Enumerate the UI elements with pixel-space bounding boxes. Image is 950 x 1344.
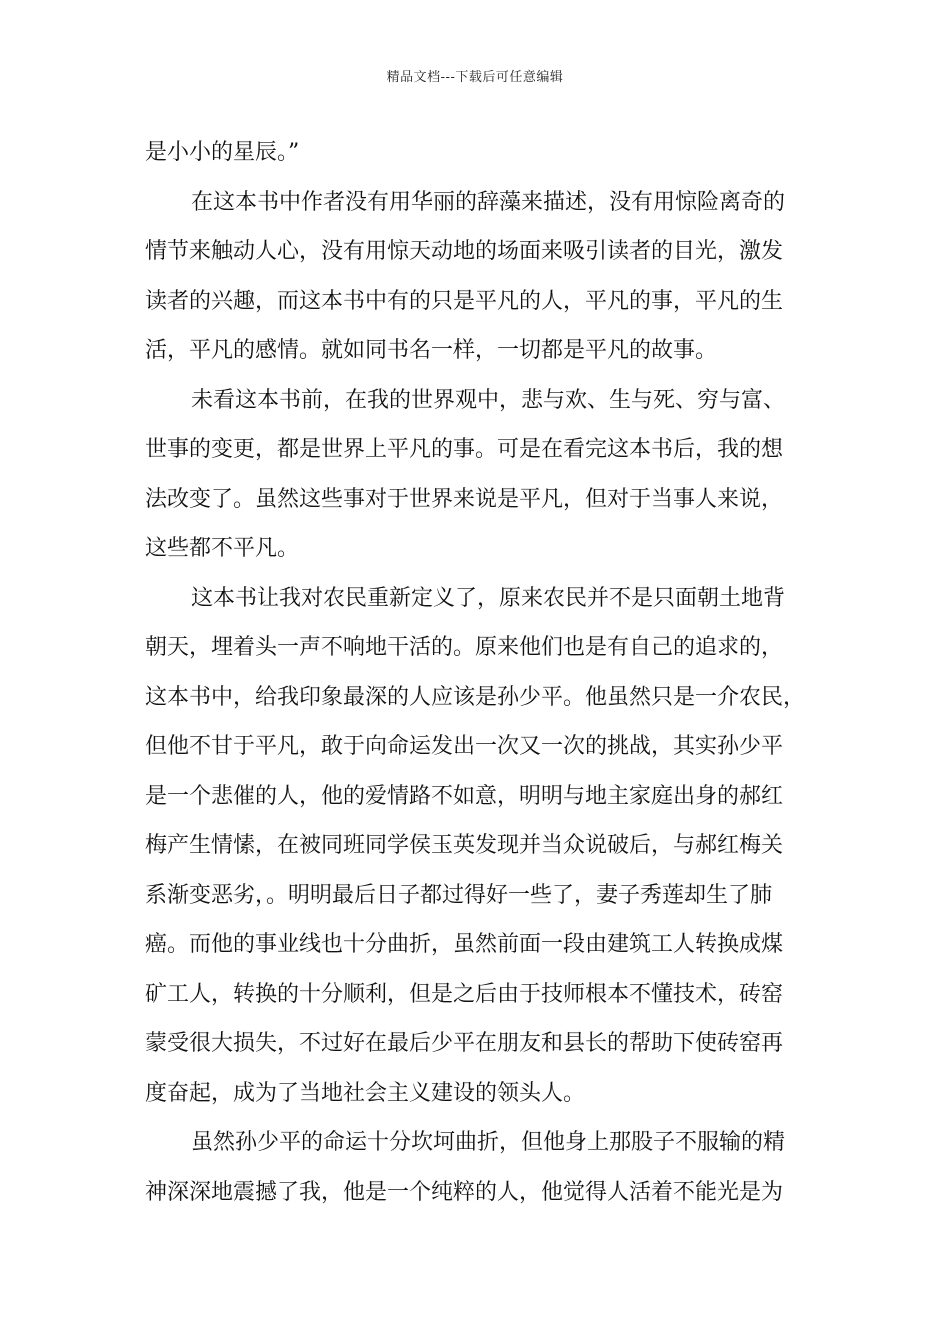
text-line: 朝天，埋着头一声不响地干活的。原来他们也是有自己的追求的， bbox=[145, 635, 784, 660]
text-line: 这些都不平凡。 bbox=[145, 536, 300, 561]
text-line: 活，平凡的感情。就如同书名一样，一切都是平凡的故事。 bbox=[145, 338, 718, 363]
text-line: 情节来触动人心，没有用惊天动地的场面来吸引读者的目光，激发 bbox=[145, 239, 784, 264]
body-text bbox=[145, 128, 825, 1217]
text-line: 癌。而他的事业线也十分曲折，虽然前面一段由建筑工人转换成煤 bbox=[145, 932, 784, 957]
text-line: 虽然孙少平的命运十分坎坷曲折，但他身上那股子不服输的精 bbox=[191, 1130, 786, 1155]
text-line: 矿工人，转换的十分顺利，但是之后由于技师根本不懂技术，砖窑 bbox=[145, 981, 784, 1007]
text-line: 法改变了。虽然这些事对于世界来说是平凡，但对于当事人来说， bbox=[145, 486, 784, 512]
text-line: 度奋起，成为了当地社会主义建设的领头人。 bbox=[145, 1080, 586, 1106]
text-line: 在这本书中作者没有用华丽的辞藻来描述，没有用惊险离奇的 bbox=[191, 189, 786, 215]
text-line: 神深深地震撼了我，他是一个纯粹的人，他觉得人活着不能光是为 bbox=[145, 1179, 784, 1205]
text-line: 系渐变恶劣，。明明最后日子都过得好一些了，妻子秀莲却生了肺 bbox=[145, 882, 773, 908]
text-line: 这本书让我对农民重新定义了，原来农民并不是只面朝土地背 bbox=[191, 585, 786, 611]
text-line: 但他不甘于平凡，敢于向命运发出一次又一次的挑战，其实孙少平 bbox=[145, 734, 784, 759]
page-header: 精品文档---下载后可任意编辑 bbox=[386, 70, 564, 85]
text-line: 这本书中，给我印象最深的人应该是孙少平。他虽然只是一介农民， bbox=[145, 684, 806, 710]
text-line: 是小小的星辰。” bbox=[145, 140, 300, 165]
text-line: 蒙受很大损失，不过好在最后少平在朋友和县长的帮助下使砖窑再 bbox=[145, 1031, 784, 1056]
text-line: 世事的变更，都是世界上平凡的事。可是在看完这本书后，我的想 bbox=[145, 437, 784, 462]
text-line: 未看这本书前，在我的世界观中，悲与欢、生与死、穷与富、 bbox=[191, 387, 786, 413]
text-line: 读者的兴趣，而这本书中有的只是平凡的人，平凡的事，平凡的生 bbox=[145, 288, 784, 314]
text-line: 梅产生情愫，在被同班同学侯玉英发现并当众说破后，与郝红梅关 bbox=[145, 833, 784, 858]
text-line: 是一个悲催的人，他的爱情路不如意，明明与地主家庭出身的郝红 bbox=[145, 783, 784, 809]
